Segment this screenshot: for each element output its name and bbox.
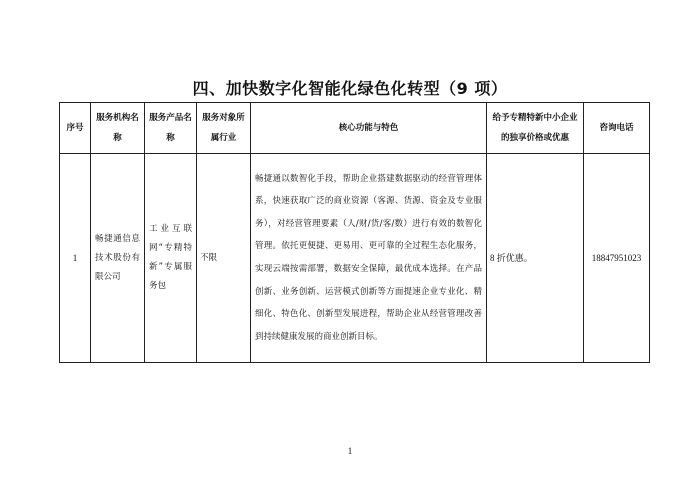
header-seq: 序号 [60, 103, 91, 154]
header-discount: 给予专精特新中小企业的独享价格或优惠 [487, 103, 584, 154]
cell-seq: 1 [60, 154, 91, 363]
table-header-row [60, 103, 650, 154]
cell-product: 工业互联网“专精特新”专属服务包 [145, 154, 197, 363]
header-phone: 咨询电话 [584, 103, 650, 154]
table-row [60, 154, 650, 363]
page-title: 四、加快数字化智能化绿色化转型（9 项） [192, 79, 508, 98]
services-table [59, 102, 650, 363]
cell-institution: 畅捷通信息技术股份有限公司 [91, 154, 145, 363]
cell-discount: 8 折优惠。 [487, 154, 584, 363]
header-core: 核心功能与特色 [251, 103, 487, 154]
header-target: 服务对象所属行业 [197, 103, 251, 154]
header-product: 服务产品名称 [145, 103, 197, 154]
header-institution: 服务机构名称 [91, 103, 145, 154]
cell-phone: 18847951023 [584, 154, 650, 363]
cell-core: 畅捷通以数智化手段，帮助企业搭建数据驱动的经营管理体系，快速获取广泛的商业资源（客源、货源、资金及专业服务），对经营管理要素（人/财/货/客/数）进行有效的数智化管理。依托更便捷、更易用、更可靠的全过程生态化服务，实现云端按需部署，数据安全保障，最优成本选择。在产品创新、业务创新、运营模式创新等方面提速企业专业化、精细化、特色化、创新型发展进程，帮助企业从经营管理改善到持续健康发展的商业创新目标。 [251, 154, 487, 363]
page-number: 1 [347, 446, 353, 456]
cell-target: 不限 [197, 154, 251, 363]
